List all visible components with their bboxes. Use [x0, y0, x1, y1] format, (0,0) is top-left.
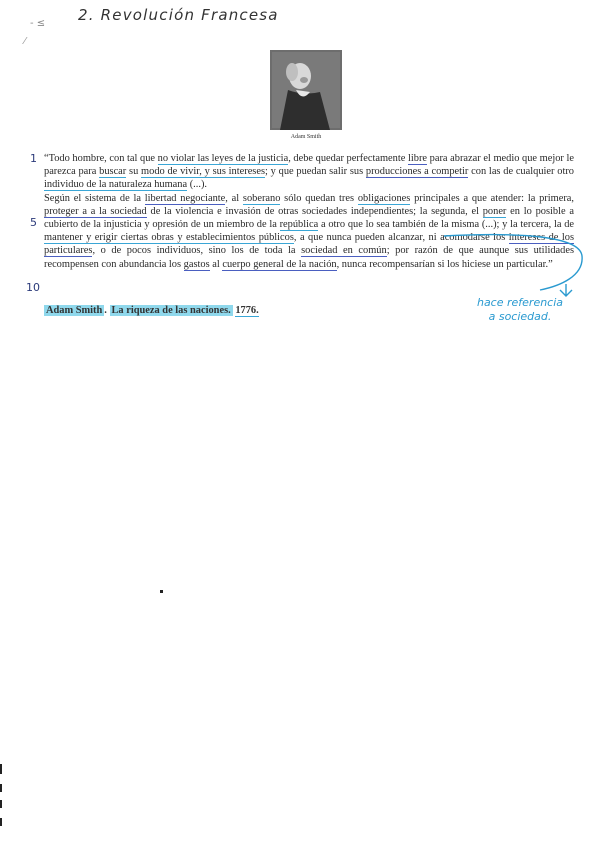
- paragraph-1: [44, 152, 574, 192]
- underlined-phrase: libre: [407, 153, 428, 164]
- text-run: de la violencia e invasión de otras sociedades independientes; la segunda, el: [146, 205, 483, 217]
- underlined-phrase: no violar las leyes de la justicia: [157, 153, 289, 164]
- underlined-phrase: sociedad en común: [301, 245, 387, 257]
- text-run: Según el sistema de la: [44, 192, 145, 204]
- underlined-phrase: producciones a competir: [365, 166, 469, 178]
- citation-work: La riqueza de las naciones.: [111, 305, 231, 316]
- text-run: ; por razón de que aunque sus utilidades recompensen con abundancia los: [44, 245, 574, 270]
- citation-author: Adam Smith: [46, 305, 103, 316]
- text-run: , al: [225, 192, 243, 204]
- text-run: principales a que atender: la primera,: [410, 192, 574, 204]
- underlined-phrase: libertad negociante: [144, 192, 226, 204]
- margin-scribble-2: ⁄: [24, 36, 26, 47]
- handwritten-title: 2. Revolución Francesa: [78, 6, 279, 24]
- underlined-phrase: modo de vivir, y sus intereses: [141, 166, 266, 178]
- text-run: (...).: [187, 179, 208, 191]
- underlined-phrase: cuerpo general de la nación: [222, 258, 337, 270]
- underlined-phrase: gastos: [183, 258, 210, 270]
- citation-year: 1776.: [235, 305, 259, 316]
- margin-scribble: - ≤: [30, 18, 46, 29]
- annotation-line-2: a sociedad.: [488, 310, 552, 323]
- underlined-phrase: proteger a a la sociedad: [44, 205, 147, 217]
- text-run: a otro que lo sea también de la misma (...); y la tercera, la de: [318, 219, 574, 231]
- citation-separator: .: [104, 305, 110, 316]
- text-run: sólo quedan tres: [280, 192, 358, 204]
- scan-edge-mark: [0, 784, 2, 792]
- text-run: “Todo hombre, con tal que: [44, 153, 158, 164]
- underlined-phrase: obligaciones: [357, 192, 411, 204]
- portrait-image: [270, 50, 342, 130]
- text-run: , nunca recompensarían si los hiciese un particular.”: [336, 258, 553, 270]
- underlined-phrase: soberano: [242, 192, 281, 204]
- underlined-phrase: individuo de la naturaleza humana: [44, 179, 188, 191]
- scan-speck: [160, 590, 163, 593]
- text-run: ; y que puedan salir sus: [265, 166, 366, 178]
- text-run: al: [209, 258, 223, 270]
- underlined-phrase: mantener y erigir ciertas obras y establecimientos públicos: [44, 232, 294, 244]
- text-run: para abrazar el medio que mejor le parezca para: [44, 153, 574, 178]
- text-run: , debe quedar perfectamente: [288, 153, 408, 164]
- scan-edge-mark: [0, 800, 2, 808]
- line-number-10: 10: [26, 281, 40, 294]
- citation: [44, 305, 259, 316]
- text-run: su: [126, 166, 142, 178]
- scan-edge-mark: [0, 818, 2, 826]
- underlined-phrase: poner: [482, 205, 507, 217]
- handwritten-annotation: [460, 296, 580, 324]
- underlined-phrase: intereses de los particulares: [44, 232, 574, 257]
- line-number-1: 1: [30, 152, 37, 165]
- text-run: con las de cualquier otro: [468, 166, 574, 178]
- quote-text: [44, 152, 574, 271]
- scan-edge-mark: [0, 764, 2, 774]
- text-run: , o de pocos individuos, sino los de toda la: [92, 245, 302, 257]
- line-number-5: 5: [30, 216, 37, 229]
- text-run: , a que nunca pueden alcanzar, ni acomodarse los: [293, 232, 509, 244]
- underlined-phrase: buscar: [99, 166, 127, 178]
- text-run: en lo posible a cubierto de la injusticia y opresión de un miembro de la: [44, 205, 574, 231]
- paragraph-2: [44, 192, 574, 271]
- annotation-line-1: hace referencia: [476, 296, 564, 309]
- portrait-caption: Adam Smith: [290, 134, 322, 140]
- underlined-phrase: república: [279, 219, 319, 231]
